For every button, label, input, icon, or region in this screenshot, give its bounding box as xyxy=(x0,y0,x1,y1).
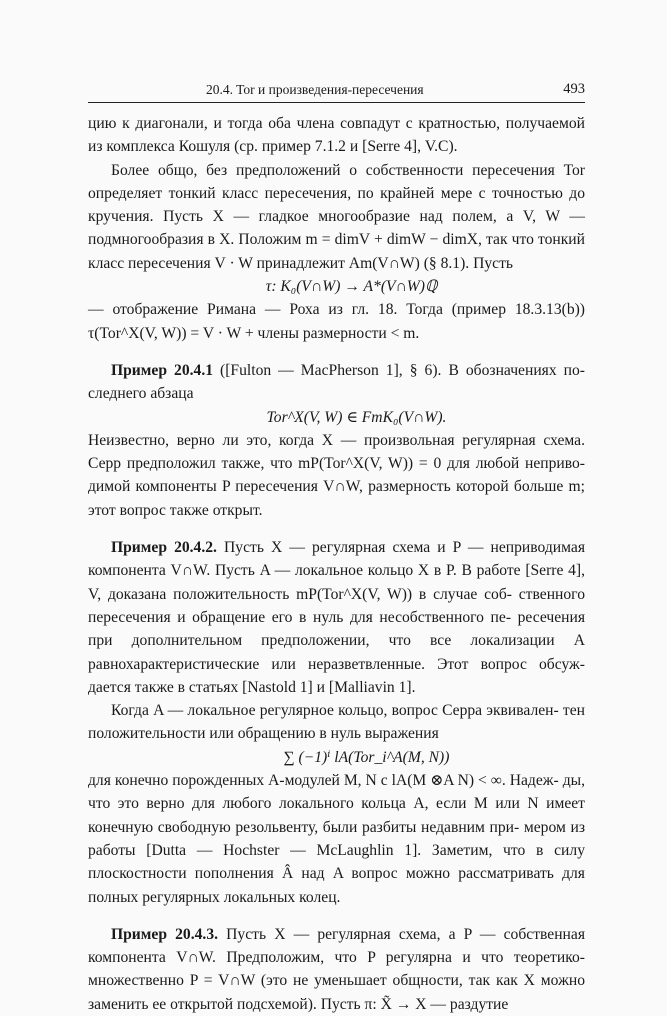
text-line: Когда A — локальное регулярное кольцо, вопрос Серра эквивален- xyxy=(111,702,559,720)
text-line: дается также в статьях [Nastold 1] и [Malliavin 1]. xyxy=(88,678,416,696)
text-line: Пусть X — регулярная схема, а P — собственная xyxy=(218,925,585,943)
text-line: Серр предположил также, что mP(Tor^X(V, W)) = 0 для любой неприво- xyxy=(88,455,585,473)
text-line: тонкий класс пересечения V · W принадлежит Am(V∩W) (§ 8.1). Пусть xyxy=(88,231,586,272)
example-20-4-1 xyxy=(88,359,585,406)
text-line: получаемой из комплекса Кошуля (ср. пример 7.1.2 и [Serre 4], V.C). xyxy=(88,115,585,156)
paragraph-local-ring xyxy=(88,699,585,746)
text-line: подмногообразия в X. Положим m = dimV + dimW − dimX, так что xyxy=(88,231,534,249)
text-line: Пусть X — регулярная схема и P — неприводимая xyxy=(216,539,585,557)
text-line: A равнохарактеристические или неразветвленные. Этот вопрос обсуж- xyxy=(88,632,585,673)
example-label: Пример 20.4.1 xyxy=(111,361,214,379)
text-line: имеет конечную свободную резольвенту, были разбиты недавним при- xyxy=(88,795,585,836)
example-label: Пример 20.4.2. xyxy=(111,539,217,557)
text-line: до кручения. Пусть X — гладкое многообразие над полем, а V, W — xyxy=(88,184,586,226)
example-20-4-2 xyxy=(88,536,585,699)
text-line: можно заменить ее открытой подсхемой). Пусть π: X̃ → X — раздутие xyxy=(88,972,585,1013)
text-line: определяет тонкий класс пересечения, по крайней мере с точностью xyxy=(88,184,563,202)
formula-tor-filtration: Tor^X(V, W) ∈ FmK₀(V∩W). xyxy=(266,408,447,426)
text-line: мером из работы [Dutta — Hochster — McLaughlin 1]. Заметим, что в xyxy=(88,818,585,859)
text-line: множественно P = V∩W (это не уменьшает общности, так как X xyxy=(88,972,535,990)
text-line: — отображение Римана — Роха из гл. 18. Тогда (пример 18.3.13(b)) xyxy=(88,301,585,319)
text-line: цию к диагонали, и тогда оба члена совпадут с кратностью, xyxy=(88,115,501,132)
paragraph-tor-class xyxy=(88,159,585,275)
formula-riemann-roch-map: τ: K₀(V∩W) → A*(V∩W)ℚ xyxy=(265,278,438,296)
text-line: ственного пересечения и обращение его в нуль для несобственного пе- xyxy=(88,585,585,626)
text-line: ресечения при дополнительном предположении, что все локализации xyxy=(88,608,585,650)
text-line: m; этот вопрос также открыт. xyxy=(88,478,585,519)
text-line: Более общо, без предположений о собственности пересечения Tor xyxy=(111,161,585,179)
text-line: силу плоскостности пополнения Â над A вопрос можно рассматривать xyxy=(88,841,585,883)
example-20-4-3 xyxy=(88,923,585,1016)
text-line: димой компоненты P пересечения V∩W, размерность которой больше xyxy=(88,478,564,496)
text-line: τ(Tor^X(V, W)) = V · W + члены размерности < m. xyxy=(88,324,420,342)
paragraph-riemann-roch xyxy=(88,298,585,345)
text-line: ды, что это верно для любого локального кольца A, если M или N xyxy=(88,772,585,813)
text-line: для конечно порожденных A-модулей M, N с lA(M ⊗A N) < ∞. Надеж- xyxy=(88,772,559,790)
running-header xyxy=(88,78,585,103)
paragraph-modules xyxy=(88,769,585,909)
text-line: тен положительности или обращению в нуль выражения xyxy=(88,702,585,743)
page-body xyxy=(88,112,585,1016)
section-title: 20.4. Tor и произведения-пересечения xyxy=(206,82,424,97)
text-line: [Serre 4], V, доказана положительность mP(Tor^X(V, W)) в случае соб- xyxy=(88,562,586,603)
text-line: Неизвестно, верно ли это, когда X — произвольная регулярная схема. xyxy=(88,431,585,449)
text-line: компонента V∩W. Пусть A — локальное кольцо X в P. В работе xyxy=(88,562,521,580)
paragraph-serre-conjecture xyxy=(88,429,585,522)
formula-alternating-sum: ∑ (−1)ⁱ lA(Tor_i^A(M, N)) xyxy=(283,748,450,766)
paragraph-continuation xyxy=(88,112,585,159)
text-line: ([Fulton — MacPherson 1], § 6). В обозначениях по- xyxy=(213,361,585,379)
text-line: для полных регулярных локальных колец. xyxy=(88,865,585,906)
text-line: компонента V∩W. Предположим, что P регулярна и что теоретико- xyxy=(88,949,585,967)
text-line: следнего абзаца xyxy=(88,385,194,403)
example-label: Пример 20.4.3. xyxy=(111,925,219,943)
page-number: 493 xyxy=(563,81,585,97)
